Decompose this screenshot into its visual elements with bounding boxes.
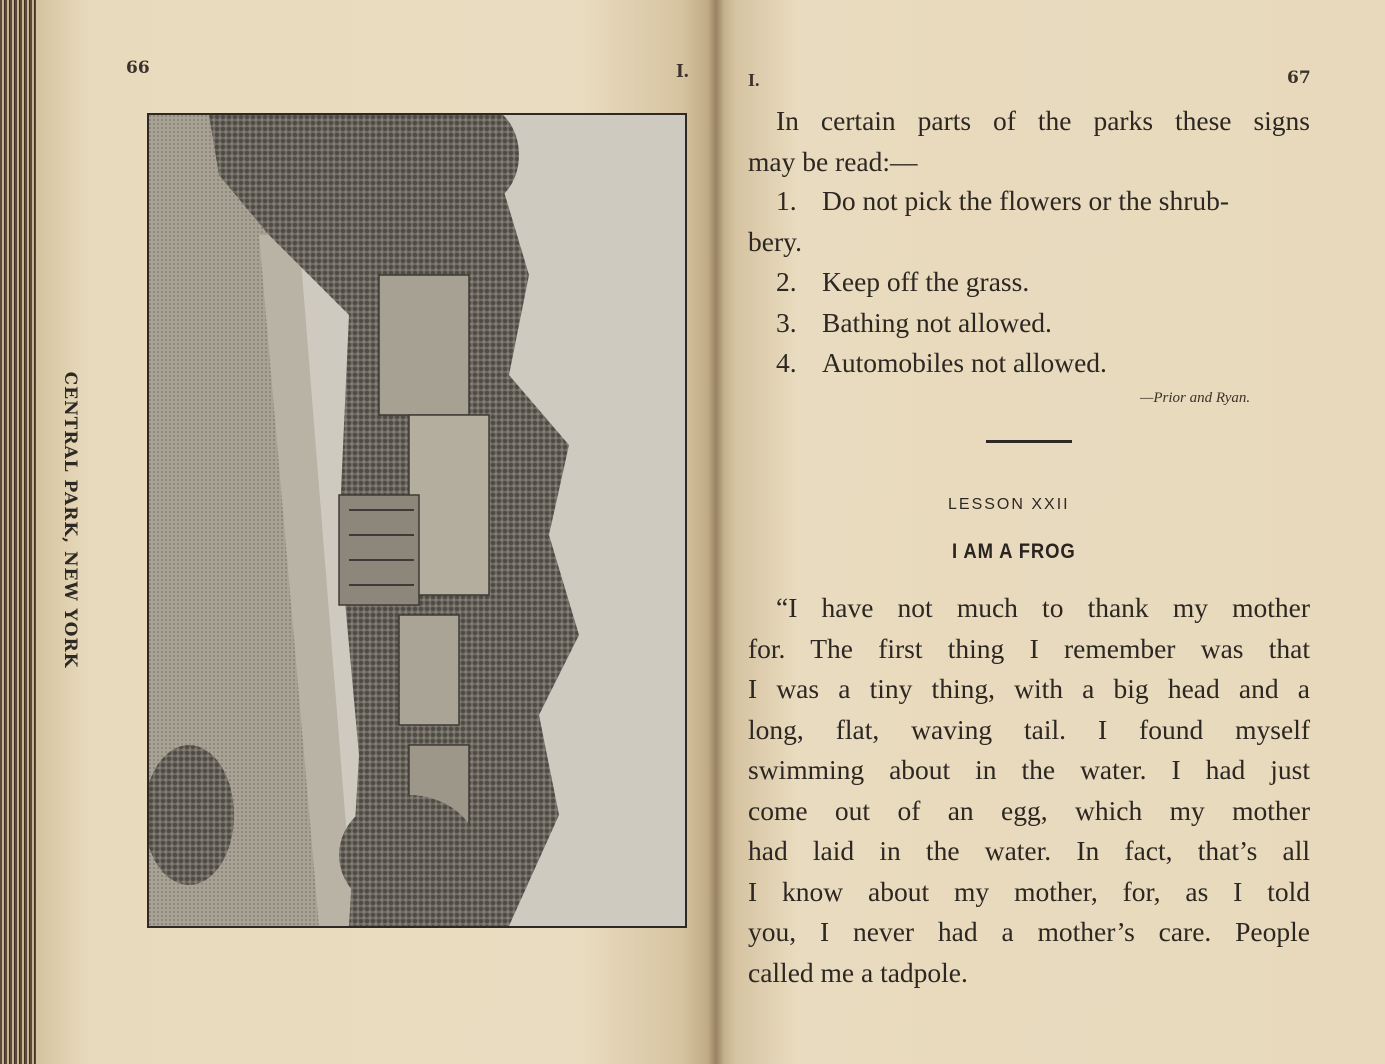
attribution: —Prior and Ryan. [1140,390,1251,406]
list-number: 4. [776,347,797,378]
page-edges [0,0,36,1064]
list-item [776,181,1310,222]
list-item [776,303,1310,344]
text-line: long, flat, waving tail. I found myself [748,713,1310,745]
list-item [748,222,1310,263]
text-line: swimming about in the water. I had just [748,754,1310,785]
text-line: for. The first thing I remember was that [748,632,1310,664]
text-line: called me a tadpole. [748,956,968,988]
text-line: “I have not much to thank my mother [776,592,1310,623]
left-signature-mark: I. [676,60,689,82]
text-line: may be read:— [748,145,918,177]
list-number: 3. [776,306,797,338]
lesson-body [748,588,1310,993]
list-item [776,343,1310,384]
list-item [776,262,1310,303]
left-page-number: 66 [126,58,150,78]
list-text: Automobiles not allowed. [822,347,1107,378]
text-line: you, I never had a mother’s care. People [748,916,1310,947]
list-text: Do not pick the flowers or the shrub- [822,185,1230,216]
list-number: 1. [776,185,797,216]
list-text: Keep off the grass. [822,266,1030,297]
list-text: bery. [748,225,802,257]
illustration-caption: CENTRAL PARK, NEW YORK [60,371,80,669]
text-line: I was a tiny thing, with a big head and a [748,673,1310,704]
text-line: I know about my mother, for, as I told [748,875,1310,907]
central-park-illustration [147,113,687,928]
text-line: In certain parts of the parks these signs [776,105,1310,136]
intro-paragraph [748,101,1310,182]
list-text: Bathing not allowed. [822,306,1052,338]
signs-list [748,181,1310,384]
text-line: had laid in the water. In fact, that’s all [748,835,1310,866]
right-signature-mark: I. [748,70,760,90]
right-page-number: 67 [1287,68,1311,88]
lesson-title: I AM A FROG [952,540,1076,563]
lesson-number: LESSON XXII [948,496,1070,513]
text-line: come out of an egg, which my mother [748,794,1310,826]
section-divider [986,440,1072,443]
list-number: 2. [776,266,797,297]
gutter-shadow [708,0,724,1064]
